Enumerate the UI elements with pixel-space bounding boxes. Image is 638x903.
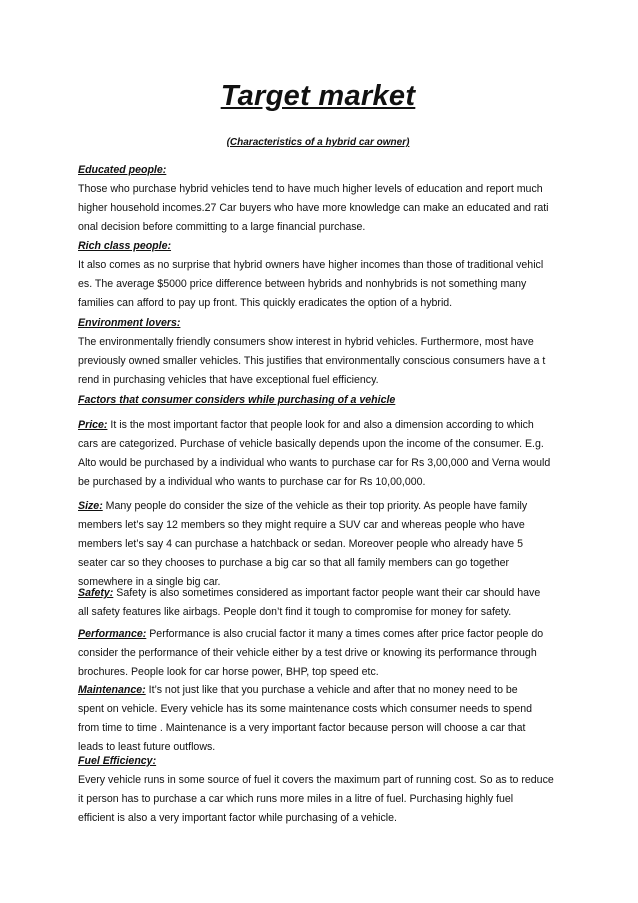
paragraph-line [78, 584, 568, 603]
paragraph-line [78, 681, 568, 700]
paragraph-line: all safety features like airbags. People don’t find it tough to compromise for money for safety. [78, 606, 512, 618]
paragraph-line: brochures. People look for car horse power, BHP, top speed etc. [78, 666, 379, 678]
paragraph-line: consider the performance of their vehicle either by a test drive or knowing its performance through [78, 647, 537, 659]
paragraph-line: higher household incomes.27 Car buyers who have more knowledge can make an educated and rati [78, 202, 549, 214]
factor-text: It is the most important factor that people look for and also a dimension according to which [107, 419, 534, 431]
section-size [78, 497, 568, 592]
paragraph-line: it person has to purchase a car which runs more miles in a litre of fuel. Purchasing highly fuel [78, 793, 514, 805]
factor-text: It’s not just like that you purchase a vehicle and after that no money need to be [145, 684, 518, 696]
paragraph-line: The environmentally friendly consumers show interest in hybrid vehicles. Furthermore, most have [78, 336, 534, 348]
factor-text: Performance is also crucial factor it many a times comes after price factor people do [146, 628, 544, 640]
paragraph-line: cars are categorized. Purchase of vehicle basically depends upon the income of the consumer. E.g. [78, 438, 544, 450]
paragraph-line: Those who purchase hybrid vehicles tend to have much higher levels of education and report much [78, 183, 543, 195]
factor-label: Price: [78, 419, 108, 431]
paragraph-line: leads to least future outflows. [78, 741, 216, 753]
page-title: Target market [220, 80, 416, 112]
page-subtitle: (Characteristics of a hybrid car owner) [226, 137, 410, 148]
paragraph-line: previously owned smaller vehicles. This justifies that environmentally conscious consumers have a t [78, 355, 546, 367]
section-safety [78, 584, 568, 622]
section-performance [78, 625, 568, 682]
section-factors [78, 391, 568, 410]
paragraph-line: spent on vehicle. Every vehicle has its some maintenance costs which consumer needs to spend [78, 703, 533, 715]
paragraph-line: Every vehicle runs in some source of fuel it covers the maximum part of running cost. So as to reduce [78, 774, 554, 786]
factor-label: Safety: [78, 587, 114, 599]
paragraph-line [78, 497, 568, 516]
factor-label: Performance: [78, 628, 147, 640]
section-heading: Educated people: [78, 164, 167, 176]
paragraph-line: It also comes as no surprise that hybrid owners have higher incomes than those of traditional vehicl [78, 259, 544, 271]
factor-text: Safety is also sometimes considered as important factor people want their car should have [113, 587, 541, 599]
paragraph-line [78, 625, 568, 644]
section-maintenance [78, 681, 568, 757]
paragraph-line: families can afford to pay up front. This quickly eradicates the option of a hybrid. [78, 297, 453, 309]
paragraph-line: be purchased by a individual who wants to purchase car for Rs 10,00,000. [78, 476, 426, 488]
paragraph-line: members let’s say 12 members so they might require a SUV car and whereas people who have [78, 519, 525, 531]
factors-heading: Factors that consumer considers while purchasing of a vehicle [78, 394, 396, 406]
paragraph-line: Alto would be purchased by a individual who wants to purchase car for Rs 3,00,000 and Verna would [78, 457, 551, 469]
paragraph-line: rend in purchasing vehicles that have exceptional fuel efficiency. [78, 374, 379, 386]
section-fuel-efficiency [78, 752, 568, 828]
paragraph-line: somewhere in a single big car. [78, 576, 221, 588]
section-heading: Fuel Efficiency: [78, 755, 157, 767]
paragraph-line: from time to time . Maintenance is a very important factor because person will choose a car that [78, 722, 526, 734]
factor-label: Size: [78, 500, 103, 512]
section-heading: Rich class people: [78, 240, 172, 252]
section-price [78, 416, 568, 492]
factor-label: Maintenance: [78, 684, 146, 696]
factor-text: Many people do consider the size of the vehicle as their top priority. As people have family [102, 500, 528, 512]
paragraph-line: seater car so they chooses to purchase a big car so that all family members can go together [78, 557, 510, 569]
paragraph-line: efficient is also a very important factor while purchasing of a vehicle. [78, 812, 397, 824]
section-educated-people [78, 161, 568, 237]
section-rich-class-people [78, 237, 568, 313]
paragraph-line: members let’s say 4 can purchase a hatchback or sedan. Moreover people who already have 5 [78, 538, 523, 550]
section-environment-lovers [78, 314, 568, 390]
section-heading: Environment lovers: [78, 317, 181, 329]
paragraph-line: es. The average $5000 price difference between hybrids and nonhybrids is not something many [78, 278, 527, 290]
paragraph-line [78, 416, 568, 435]
paragraph-line: onal decision before committing to a large financial purchase. [78, 221, 366, 233]
